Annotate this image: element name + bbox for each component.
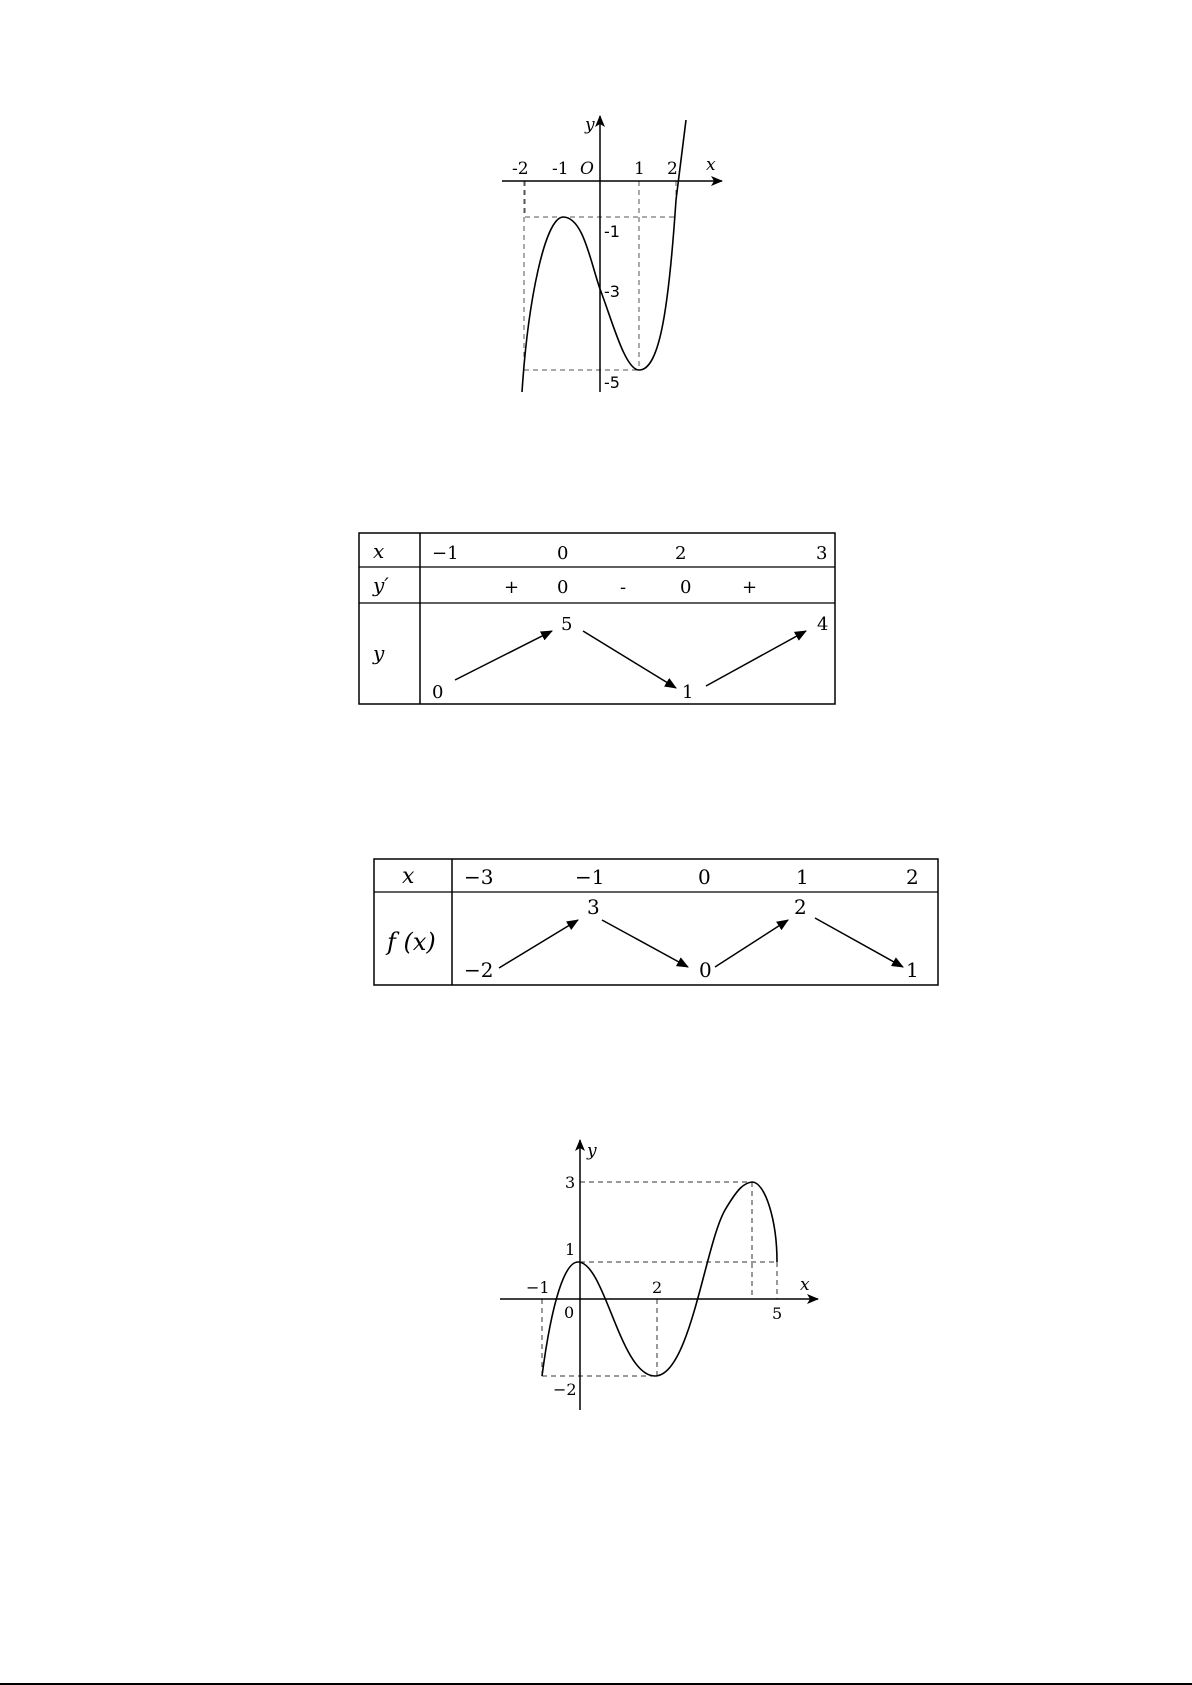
f-value: 1	[906, 958, 919, 982]
x-value: −3	[464, 865, 494, 889]
y-tick-label: -3	[604, 282, 620, 301]
derivative-sign: +	[504, 577, 520, 598]
f-value: 2	[794, 895, 807, 919]
cubic-graph-figure	[502, 115, 722, 392]
y-tick-label: 3	[565, 1173, 576, 1192]
f-value: 3	[587, 895, 600, 919]
f-value: 0	[699, 958, 712, 982]
y-tick-label: -1	[604, 222, 620, 241]
x-value: 1	[796, 865, 809, 889]
derivative-sign: -	[620, 577, 627, 598]
y-value: 0	[432, 682, 444, 703]
y-value: 1	[682, 682, 694, 703]
x-tick-label: -2	[512, 159, 529, 179]
row-label-x: x	[402, 864, 415, 889]
variation-table-1	[359, 533, 835, 704]
origin-label: 0	[564, 1303, 575, 1322]
derivative-zero: 0	[680, 577, 692, 598]
variation-table-2	[374, 859, 938, 985]
x-value: 3	[816, 543, 828, 564]
x-value: 2	[906, 865, 919, 889]
x-value: 0	[557, 543, 569, 564]
x-value: 2	[675, 543, 687, 564]
x-value: 0	[698, 865, 711, 889]
x-tick-label: 2	[652, 1278, 663, 1297]
x-tick-label: −1	[526, 1278, 550, 1297]
function-graph-figure	[500, 1140, 818, 1410]
y-value: 5	[561, 614, 573, 635]
y-value: 4	[817, 614, 829, 635]
variation-arrows	[455, 631, 806, 688]
row-label-y: y	[373, 641, 385, 665]
row-label-derivative: y′	[373, 573, 389, 597]
x-tick-label: 1	[634, 159, 645, 179]
x-axis-label: x	[800, 1275, 810, 1295]
f-value: −2	[464, 958, 494, 982]
x-tick-label: -1	[552, 159, 569, 179]
x-tick-label: 5	[772, 1304, 783, 1323]
y-tick-label: 1	[565, 1240, 576, 1259]
row-label-f: f (x)	[387, 928, 436, 956]
row-label-x: x	[373, 539, 385, 563]
y-tick-label: −2	[553, 1380, 577, 1399]
derivative-zero: 0	[557, 577, 569, 598]
derivative-sign: +	[742, 577, 758, 598]
y-axis-label: y	[587, 1141, 597, 1161]
x-value: −1	[575, 865, 605, 889]
origin-label: O	[580, 159, 594, 179]
cubic-curve	[522, 120, 686, 392]
x-value: −1	[432, 543, 459, 564]
x-tick-label: 2	[667, 159, 678, 179]
y-tick-label: -5	[604, 373, 620, 392]
x-axis-label: x	[706, 155, 716, 175]
y-axis-label: y	[585, 115, 595, 135]
